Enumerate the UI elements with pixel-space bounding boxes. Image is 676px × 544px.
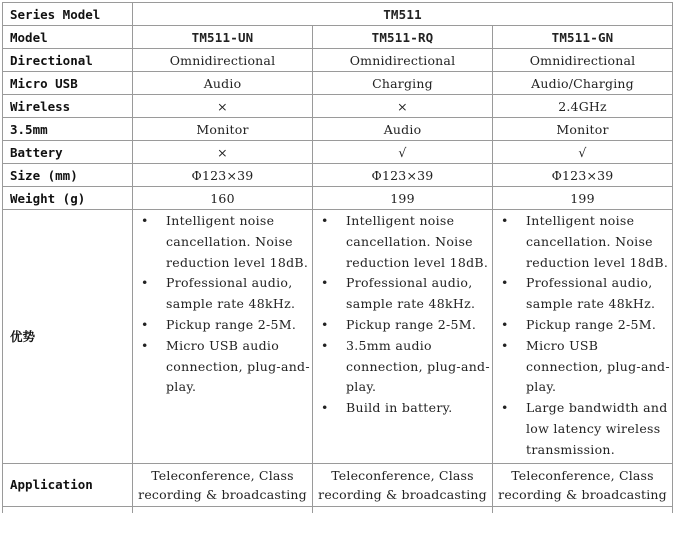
advantage-item <box>497 273 670 315</box>
empty-cell <box>493 506 673 513</box>
advantage-item <box>137 315 310 336</box>
bullet-icon: • <box>141 337 149 353</box>
spec-row-micro-usb <box>3 72 673 95</box>
model-name: TM511-RQ <box>313 26 493 49</box>
advantage-text: Pickup range 2-5M. <box>166 316 297 332</box>
model-name: TM511-GN <box>493 26 673 49</box>
spec-row-wireless <box>3 95 673 118</box>
advantage-text: Micro USB audio connection, plug-and-play. <box>166 337 310 395</box>
spec-cell: × <box>313 95 493 118</box>
table-continuation <box>3 506 673 513</box>
advantage-text: Intelligent noise cancellation. Noise reduction level 18dB. <box>346 213 489 270</box>
advantage-text: Professional audio, sample rate 48kHz. <box>526 275 656 312</box>
spec-cell: √ <box>493 141 673 164</box>
advantage-text: 3.5mm audio connection, plug-and-play. <box>346 337 490 395</box>
row-label: Wireless <box>3 95 133 118</box>
advantages-cell <box>313 210 493 464</box>
spec-cell: Charging <box>313 72 493 95</box>
advantage-text: Pickup range 2-5M. <box>526 316 657 332</box>
advantage-item <box>497 211 670 273</box>
advantages-label: 优势 <box>3 210 133 464</box>
bullet-icon: • <box>141 275 149 291</box>
series-label: Series Model <box>3 3 133 26</box>
spec-table <box>2 2 673 513</box>
empty-cell <box>3 506 133 513</box>
bullet-icon: • <box>501 275 509 291</box>
spec-cell: Omnidirectional <box>313 49 493 72</box>
advantage-text: Intelligent noise cancellation. Noise reduction level 18dB. <box>166 213 309 270</box>
spec-cell: Φ123×39 <box>133 164 313 187</box>
advantage-item <box>317 211 490 273</box>
row-label: Battery <box>3 141 133 164</box>
advantages-row <box>3 210 673 464</box>
bullet-icon: • <box>501 400 509 416</box>
spec-cell: Φ123×39 <box>313 164 493 187</box>
bullet-icon: • <box>321 316 329 332</box>
application-label: Application <box>3 463 133 506</box>
advantage-item <box>497 315 670 336</box>
empty-cell <box>133 506 313 513</box>
advantage-item <box>317 273 490 315</box>
spec-cell: 199 <box>313 187 493 210</box>
advantage-text: Intelligent noise cancellation. Noise reduction level 18dB. <box>526 213 669 270</box>
advantage-item <box>317 315 490 336</box>
advantage-text: Build in battery. <box>346 400 453 416</box>
advantages-list <box>497 211 670 461</box>
spec-row-3-5mm <box>3 118 673 141</box>
row-label: Weight (g) <box>3 187 133 210</box>
series-row <box>3 3 673 26</box>
empty-cell <box>313 506 493 513</box>
advantage-text: Large bandwidth and low latency wireless transmission. <box>526 400 668 457</box>
spec-cell: √ <box>313 141 493 164</box>
row-label: Directional <box>3 49 133 72</box>
model-label: Model <box>3 26 133 49</box>
spec-row-directional <box>3 49 673 72</box>
spec-cell: 2.4GHz <box>493 95 673 118</box>
advantages-cell <box>133 210 313 464</box>
bullet-icon: • <box>501 337 509 353</box>
advantage-item <box>317 398 490 419</box>
application-cell: Teleconference, Class recording & broadcasting <box>493 463 673 506</box>
bullet-icon: • <box>501 213 509 228</box>
bullet-icon: • <box>321 213 329 228</box>
spec-cell: Audio <box>133 72 313 95</box>
bullet-icon: • <box>141 316 149 332</box>
advantages-cell <box>493 210 673 464</box>
advantage-text: Micro USB connection, plug-and-play. <box>526 337 670 395</box>
spec-cell: 199 <box>493 187 673 210</box>
bullet-icon: • <box>501 316 509 332</box>
spec-row-battery <box>3 141 673 164</box>
spec-cell: × <box>133 141 313 164</box>
advantages-list <box>137 211 310 398</box>
advantages-list <box>317 211 490 419</box>
series-value: TM511 <box>133 3 673 26</box>
row-label: Micro USB <box>3 72 133 95</box>
spec-cell: × <box>133 95 313 118</box>
spec-row-weight <box>3 187 673 210</box>
advantage-item <box>137 336 310 398</box>
advantage-item <box>137 211 310 273</box>
advantage-text: Professional audio, sample rate 48kHz. <box>346 275 476 312</box>
advantage-text: Professional audio, sample rate 48kHz. <box>166 275 296 312</box>
spec-cell: Omnidirectional <box>133 49 313 72</box>
advantage-item <box>497 336 670 398</box>
spec-cell: Omnidirectional <box>493 49 673 72</box>
spec-cell: Φ123×39 <box>493 164 673 187</box>
application-cell: Teleconference, Class recording & broadcasting <box>133 463 313 506</box>
bullet-icon: • <box>321 275 329 291</box>
row-label: Size (mm) <box>3 164 133 187</box>
spec-row-size <box>3 164 673 187</box>
bullet-icon: • <box>141 213 149 228</box>
row-label: 3.5mm <box>3 118 133 141</box>
model-name: TM511-UN <box>133 26 313 49</box>
spec-cell: 160 <box>133 187 313 210</box>
advantage-text: Pickup range 2-5M. <box>346 316 477 332</box>
application-cell: Teleconference, Class recording & broadcasting <box>313 463 493 506</box>
spec-cell: Audio <box>313 118 493 141</box>
advantage-item <box>317 336 490 398</box>
spec-cell: Audio/Charging <box>493 72 673 95</box>
application-row <box>3 463 673 506</box>
advantage-item <box>497 398 670 460</box>
bullet-icon: • <box>321 337 329 353</box>
bullet-icon: • <box>321 400 329 416</box>
spec-cell: Monitor <box>133 118 313 141</box>
model-row <box>3 26 673 49</box>
advantage-item <box>137 273 310 315</box>
spec-cell: Monitor <box>493 118 673 141</box>
